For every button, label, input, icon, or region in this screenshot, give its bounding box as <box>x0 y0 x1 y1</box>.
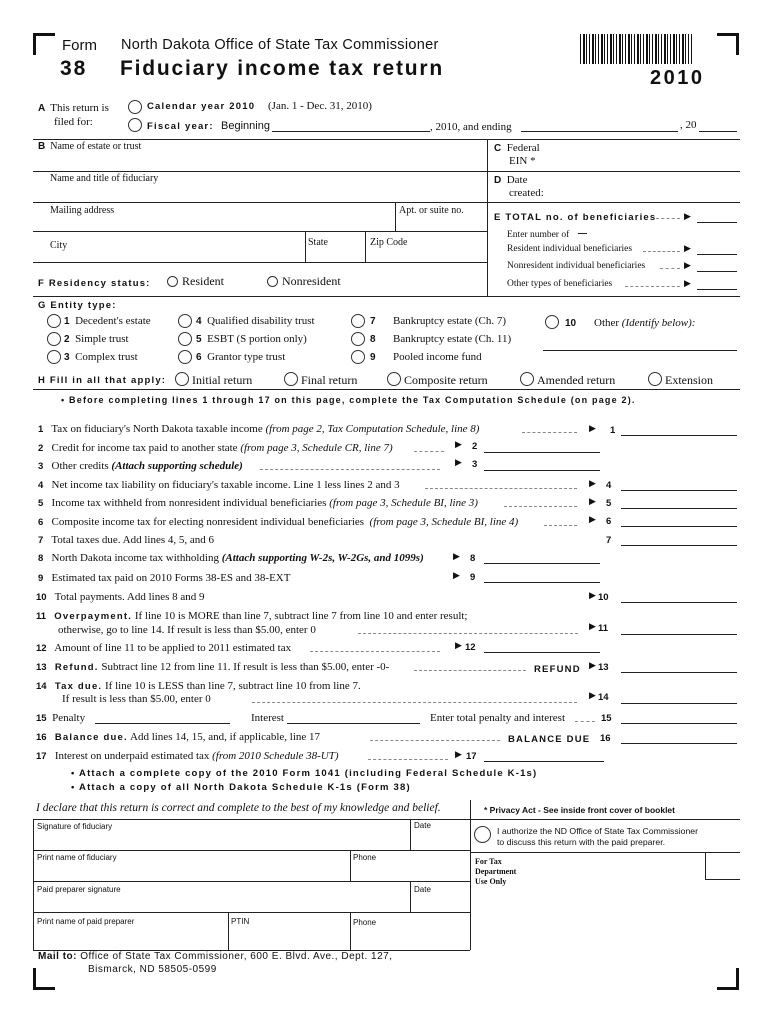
line-13-head: Refund. <box>54 662 99 673</box>
line-number: 3 <box>38 461 44 472</box>
entity-number: 7 <box>370 316 376 327</box>
arrow-icon: ▶ <box>589 661 596 671</box>
dept-use-label-2: Department <box>475 867 517 876</box>
fiduciary-signature-label: Signature of fiduciary <box>37 822 113 831</box>
line-17-field[interactable] <box>484 761 604 762</box>
extension-label: Extension <box>665 373 713 387</box>
zip-label: Zip Code <box>370 237 408 248</box>
preparer-phone-field[interactable] <box>353 928 467 947</box>
fiscal-20-label: , 20 <box>680 119 697 131</box>
other-beneficiaries-field[interactable] <box>697 289 737 290</box>
entity-number: 6 <box>196 352 202 363</box>
section-c-letter: C <box>494 143 502 154</box>
line-16-text: Add lines 14, 15, and, if applicable, line 17 <box>130 731 321 743</box>
entity-3-radio[interactable] <box>47 350 61 364</box>
identify-label: (Identify below): <box>621 317 696 329</box>
line-1-text: Tax on fiduciary's North Dakota taxable income <box>51 423 263 435</box>
line-5-ref: (from page 3, Schedule BI, line 3) <box>329 497 478 509</box>
preparer-phone-label: Phone <box>353 918 377 927</box>
line-number: 10 <box>36 592 47 603</box>
arrow-icon: ▶ <box>684 244 691 254</box>
entity-10-radio[interactable] <box>545 315 559 329</box>
mail-address-1: Office of State Tax Commissioner, 600 E. Blvd. Ave., Dept. 127, <box>80 951 393 962</box>
total-beneficiaries-field[interactable] <box>697 222 737 223</box>
created-label: created: <box>509 187 544 199</box>
section-b-letter: B <box>38 141 46 152</box>
line-4-field[interactable] <box>621 490 737 491</box>
line-14-head: Tax due. <box>54 681 103 692</box>
ptin-field[interactable] <box>231 928 346 947</box>
interest-label: Interest <box>251 712 284 724</box>
declaration-text: I declare that this return is correct and complete to the best of my knowledge and belief. <box>36 802 441 814</box>
arrow-icon: ▶ <box>453 552 460 562</box>
line-14-field[interactable] <box>621 703 737 704</box>
dash-mark <box>578 233 587 234</box>
attach-instruction-1: • Attach a complete copy of the 2010 Form 1041 (including Federal Schedule K-1s) <box>71 768 538 779</box>
city-label: City <box>50 240 68 251</box>
dept-use-label-1: For Tax <box>475 857 502 866</box>
entity-label: Bankruptcy estate (Ch. 11) <box>393 333 512 345</box>
entity-type-label: G Entity type: <box>38 300 117 311</box>
arrow-icon: ▶ <box>589 591 596 601</box>
line-13-text: Subtract line 12 from line 11. If result is less than $5.00, enter -0- <box>101 661 390 673</box>
apt-field[interactable] <box>398 216 484 229</box>
amended-return-radio[interactable] <box>520 372 534 386</box>
beginning-label: Beginning <box>221 120 270 132</box>
entity-label: Simple trust <box>75 333 129 345</box>
enter-number-label: Enter number of <box>507 230 570 240</box>
arrow-icon: ▶ <box>589 691 596 701</box>
section-a-label-1: This return is <box>50 102 109 114</box>
section-d-letter: D <box>494 175 502 186</box>
initial-return-label: Initial return <box>192 373 253 387</box>
line-9-text: Estimated tax paid on 2010 Forms 38-ES and 38-EXT <box>51 572 291 584</box>
line-10-field[interactable] <box>621 602 737 603</box>
fiduciary-date-label: Date <box>414 821 431 830</box>
line-14-text-2: If result is less than $5.00, enter 0 <box>62 693 211 705</box>
entity-6-radio[interactable] <box>178 350 192 364</box>
entity-label: Bankruptcy estate (Ch. 7) <box>393 315 507 327</box>
line-5-text: Income tax withheld from nonresident individual beneficiaries <box>51 497 327 509</box>
nonresident-label: Nonresident <box>282 274 341 288</box>
refund-tag: REFUND <box>534 664 581 675</box>
line-8-ref: (Attach supporting W-2s, W-2Gs, and 1099s) <box>221 552 424 564</box>
line-7-box-num: 7 <box>606 535 612 546</box>
tax-year: 2010 <box>650 67 705 89</box>
arrow-icon: ▶ <box>455 458 462 468</box>
line-8-box-num: 8 <box>470 553 476 564</box>
entity-number: 8 <box>370 334 376 345</box>
line-number: 4 <box>38 480 44 491</box>
entity-label: Decedent's estate <box>75 315 151 327</box>
line-number: 16 <box>36 732 47 743</box>
corner-mark-bottom-left <box>33 968 55 990</box>
line-14-box-num: 14 <box>598 692 609 703</box>
agency-name: North Dakota Office of State Tax Commissioner <box>121 37 439 53</box>
entity-number: 9 <box>370 352 376 363</box>
resident-beneficiaries-field[interactable] <box>697 254 737 255</box>
line-number: 13 <box>36 662 47 673</box>
line-number: 12 <box>36 643 47 654</box>
line-11-field[interactable] <box>621 634 737 635</box>
form-number: 38 <box>60 57 88 80</box>
zip-field[interactable] <box>370 248 484 260</box>
arrow-icon: ▶ <box>589 497 596 507</box>
interest-field[interactable] <box>287 723 420 724</box>
final-return-label: Final return <box>301 373 358 387</box>
line-6-text: Composite income tax for electing nonresident individual beneficiaries <box>51 516 365 528</box>
preparer-date-label: Date <box>414 885 431 894</box>
entity-number: 5 <box>196 334 202 345</box>
line-number: 6 <box>38 517 44 528</box>
line-11-text-2: otherwise, go to line 14. If result is less than $5.00, enter 0 <box>58 624 316 636</box>
nonresident-beneficiaries-label: Nonresident individual beneficiaries <box>507 261 646 271</box>
line-number: 9 <box>38 573 44 584</box>
dept-use-label-3: Use Only <box>475 877 507 886</box>
estate-name-label: Name of estate or trust <box>50 141 142 152</box>
fiscal-year-label: Fiscal year: <box>147 121 214 132</box>
line-12-field[interactable] <box>484 652 600 653</box>
line-7-field[interactable] <box>621 545 737 546</box>
nonresident-radio[interactable] <box>267 276 278 287</box>
composite-return-radio[interactable] <box>387 372 401 386</box>
section-a-letter: A <box>38 103 46 114</box>
state-label: State <box>308 237 328 248</box>
corner-mark-top-right <box>717 33 739 55</box>
notice-text: • Before completing lines 1 through 17 on this page, complete the Tax Computation Schedule (on page 2). <box>61 395 636 405</box>
line-2-ref: (from page 3, Schedule CR, line 7) <box>240 442 393 454</box>
entity-label: Complex trust <box>75 351 138 363</box>
barcode-image <box>580 34 692 64</box>
privacy-act-note: * Privacy Act - See inside front cover of booklet <box>484 805 675 815</box>
nonresident-beneficiaries-field[interactable] <box>697 271 737 272</box>
entity-1-radio[interactable] <box>47 314 61 328</box>
line-number: 11 <box>36 611 47 622</box>
entity-number: 10 <box>565 318 577 329</box>
line-14-text: If line 10 is LESS than line 7, subtract line 10 from line 7. <box>105 680 361 692</box>
preparer-date-field[interactable] <box>413 895 467 910</box>
mailing-address-field[interactable] <box>38 216 392 229</box>
extension-radio[interactable] <box>648 372 662 386</box>
line-11-head: Overpayment. <box>54 611 133 622</box>
entity-4-radio[interactable] <box>178 314 192 328</box>
authorize-text-1: I authorize the ND Office of State Tax Commissioner <box>497 826 699 836</box>
total-penalty-label: Enter total penalty and interest <box>430 712 566 724</box>
fiscal-year-radio[interactable] <box>128 118 142 132</box>
line-9-box-num: 9 <box>470 572 476 583</box>
mailing-address-label: Mailing address <box>50 205 115 216</box>
arrow-icon: ▶ <box>684 261 691 271</box>
total-beneficiaries-label: E TOTAL no. of beneficiaries <box>494 212 657 223</box>
entity-label: Qualified disability trust <box>207 315 315 327</box>
calendar-year-radio[interactable] <box>128 100 142 114</box>
line-number: 2 <box>38 443 44 454</box>
line-6-field[interactable] <box>621 526 737 527</box>
fiscal-end-field[interactable] <box>521 131 678 132</box>
entity-number: 3 <box>64 352 70 363</box>
line-15-field[interactable] <box>621 723 737 724</box>
corner-mark-top-left <box>33 33 55 55</box>
line-8-field[interactable] <box>484 563 600 564</box>
entity-8-radio[interactable] <box>351 332 365 346</box>
authorize-text-2: to discuss this return with the paid preparer. <box>497 837 666 847</box>
initial-return-radio[interactable] <box>175 372 189 386</box>
entity-label: Pooled income fund <box>393 351 482 363</box>
arrow-icon: ▶ <box>589 424 596 434</box>
penalty-field[interactable] <box>95 723 230 724</box>
arrow-icon: ▶ <box>589 479 596 489</box>
entity-9-radio[interactable] <box>351 350 365 364</box>
line-17-box-num: 17 <box>466 751 477 762</box>
fiscal-begin-field[interactable] <box>272 131 430 132</box>
resident-radio[interactable] <box>167 276 178 287</box>
resident-beneficiaries-label: Resident individual beneficiaries <box>507 244 633 254</box>
arrow-icon: ▶ <box>589 515 596 525</box>
other-entity-field[interactable] <box>543 350 737 351</box>
arrow-icon: ▶ <box>455 750 462 760</box>
line-16-head: Balance due. <box>54 732 128 743</box>
line-1-box-num: 1 <box>610 425 616 436</box>
residency-status-label: F Residency status: <box>38 278 151 289</box>
line-17-text: Interest on underpaid estimated tax <box>54 750 210 762</box>
other-beneficiaries-label: Other types of beneficiaries <box>507 279 613 289</box>
line-6-ref: (from page 3, Schedule BI, line 4) <box>369 516 519 528</box>
line-12-box-num: 12 <box>465 642 476 653</box>
line-5-field[interactable] <box>621 508 737 509</box>
calendar-range: (Jan. 1 - Dec. 31, 2010) <box>268 100 372 112</box>
arrow-icon: ▶ <box>589 622 596 632</box>
arrow-icon: ▶ <box>453 571 460 581</box>
line-4-box-num: 4 <box>606 480 612 491</box>
line-7-text: Total taxes due. Add lines 4, 5, and 6 <box>51 534 215 546</box>
line-10-box-num: 10 <box>598 592 609 603</box>
fiduciary-print-name-field[interactable] <box>36 863 346 879</box>
line-17-ref: (from 2010 Schedule 38-UT) <box>212 750 339 762</box>
fiduciary-name-field[interactable] <box>38 186 483 200</box>
line-number: 5 <box>38 498 44 509</box>
line-1-field[interactable] <box>621 435 737 436</box>
section-a-label-2: filed for: <box>54 116 93 128</box>
line-11-text: If line 10 is MORE than line 7, subtract line 7 from line 10 and enter result; <box>134 610 468 622</box>
line-13-box-num: 13 <box>598 662 609 673</box>
entity-number: 1 <box>64 316 70 327</box>
resident-label: Resident <box>182 274 224 288</box>
arrow-icon: ▶ <box>684 279 691 289</box>
fiduciary-phone-label: Phone <box>353 853 377 862</box>
federal-ein-field[interactable] <box>560 143 735 169</box>
calendar-year-label: Calendar year 2010 <box>147 101 256 112</box>
line-2-box-num: 2 <box>472 441 478 452</box>
line-15-box-num: 15 <box>601 713 612 724</box>
entity-label: Other <box>594 317 620 329</box>
fiduciary-signature-field[interactable] <box>36 832 406 848</box>
arrow-icon: ▶ <box>684 212 691 222</box>
line-9-field[interactable] <box>484 582 600 583</box>
entity-number: 4 <box>196 316 202 327</box>
line-13-field[interactable] <box>621 672 737 673</box>
line-4-text: Net income tax liability on fiduciary's taxable income. Line 1 less lines 2 and 3 <box>51 479 400 491</box>
line-6-box-num: 6 <box>606 516 612 527</box>
line-3-text: Other credits <box>51 460 109 472</box>
line-5-box-num: 5 <box>606 498 612 509</box>
apt-label: Apt. or suite no. <box>399 205 464 216</box>
line-3-field[interactable] <box>484 470 600 471</box>
line-10-text: Total payments. Add lines 8 and 9 <box>54 591 205 603</box>
entity-number: 2 <box>64 334 70 345</box>
form-label: Form <box>62 37 97 54</box>
preparer-print-name-label: Print name of paid preparer <box>37 917 135 926</box>
date-label: Date <box>506 174 528 186</box>
line-16-field[interactable] <box>621 743 737 744</box>
ein-label: EIN * <box>509 155 536 167</box>
fill-in-label: H Fill in all that apply: <box>38 375 167 386</box>
line-8-text: North Dakota income tax withholding <box>51 552 219 564</box>
fiscal-ending-label: , 2010, and ending <box>430 121 512 133</box>
line-3-box-num: 3 <box>472 459 478 470</box>
line-2-field[interactable] <box>484 452 600 453</box>
estate-name-field[interactable] <box>38 155 483 169</box>
page-title: Fiduciary income tax return <box>120 57 445 80</box>
line-11-box-num: 11 <box>598 623 609 634</box>
authorize-preparer-radio[interactable] <box>474 826 491 843</box>
entity-label: Grantor type trust <box>207 351 286 363</box>
line-number: 14 <box>36 681 47 692</box>
federal-label: Federal <box>506 142 540 154</box>
fiduciary-name-label: Name and title of fiduciary <box>50 173 159 184</box>
entity-5-radio[interactable] <box>178 332 192 346</box>
entity-2-radio[interactable] <box>47 332 61 346</box>
line-number: 17 <box>36 751 47 762</box>
preparer-signature-label: Paid preparer signature <box>37 885 121 894</box>
line-2-text: Credit for income tax paid to another state <box>51 442 238 454</box>
line-number: 15 <box>36 713 47 724</box>
balance-due-tag: BALANCE DUE <box>508 734 591 745</box>
ptin-label: PTIN <box>231 917 250 926</box>
fiduciary-phone-field[interactable] <box>353 863 467 879</box>
line-16-box-num: 16 <box>600 733 611 744</box>
entity-7-radio[interactable] <box>351 314 365 328</box>
arrow-icon: ▶ <box>455 440 462 450</box>
composite-return-label: Composite return <box>404 373 488 387</box>
date-created-field[interactable] <box>560 174 735 200</box>
final-return-radio[interactable] <box>284 372 298 386</box>
dept-use-corner-box <box>705 852 740 880</box>
fiduciary-print-name-label: Print name of fiduciary <box>37 853 117 862</box>
fiscal-end-year-field[interactable] <box>699 131 737 132</box>
line-3-ref: (Attach supporting schedule) <box>111 460 243 472</box>
penalty-label: Penalty <box>52 712 86 724</box>
arrow-icon: ▶ <box>455 641 462 651</box>
amended-return-label: Amended return <box>537 373 616 387</box>
line-1-ref: (from page 2, Tax Computation Schedule, line 8) <box>265 423 480 435</box>
corner-mark-bottom-right <box>717 968 739 990</box>
line-number: 8 <box>38 553 44 564</box>
preparer-signature-field[interactable] <box>36 895 406 910</box>
preparer-print-name-field[interactable] <box>36 928 224 947</box>
attach-instruction-2: • Attach a copy of all North Dakota Schedule K-1s (Form 38) <box>71 782 411 793</box>
mail-address-2: Bismarck, ND 58505-0599 <box>88 964 217 975</box>
line-number: 7 <box>38 535 44 546</box>
fiduciary-date-field[interactable] <box>413 832 467 848</box>
line-12-text: Amount of line 11 to be applied to 2011 estimated tax <box>54 642 292 654</box>
city-field[interactable] <box>90 236 300 258</box>
mail-to-label: Mail to: <box>38 951 77 962</box>
state-field[interactable] <box>308 248 362 260</box>
entity-label: ESBT (S portion only) <box>207 333 307 345</box>
line-number: 1 <box>38 424 44 435</box>
